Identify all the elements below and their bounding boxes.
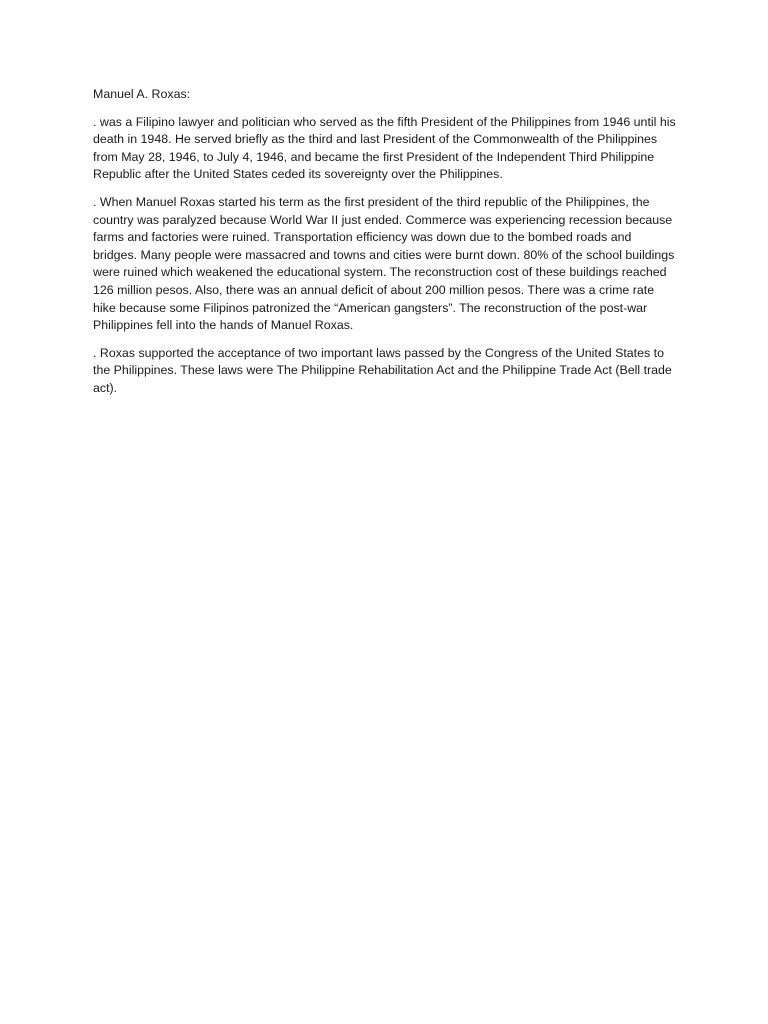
paragraph-laws-supported: . Roxas supported the acceptance of two important laws passed by the Congress of the United States to the Philippines. These laws were The Philippine Rehabilitation Act and the Philippine Trade Act (Bell trade act). <box>93 345 672 395</box>
document-heading: Manuel A. Roxas: <box>93 87 191 101</box>
paragraph-biography: . was a Filipino lawyer and politician who served as the fifth President of the Philippines from 1946 until his death in 1948. He served briefly as the third and last President of the Commonwealth of the Philippines from May 28, 1946, to July 4, 1946, and became the first President of the Independent Third Philippine Republic after the United States ceded its sovereignty over the Philippines. <box>93 114 676 182</box>
paragraph-post-war-conditions: . When Manuel Roxas started his term as the first president of the third republic of the Philippines, the country was paralyzed because World War II just ended. Commerce was experiencing recession because farms and factories were ruined. Transportation efficiency was down due to the bombed roads and bridges. Many people were massacred and towns and cities were burnt down. 80% of the school buildings were ruined which weakened the educational system. The reconstruction cost of these buildings reached 126 million pesos. Also, there was an annual deficit of about 200 million pesos. There was a crime rate hike because some Filipinos patronized the “American gangsters”. The reconstruction of the post-war Philippines fell into the hands of Manuel Roxas. <box>93 194 675 333</box>
document-body <box>93 86 678 408</box>
